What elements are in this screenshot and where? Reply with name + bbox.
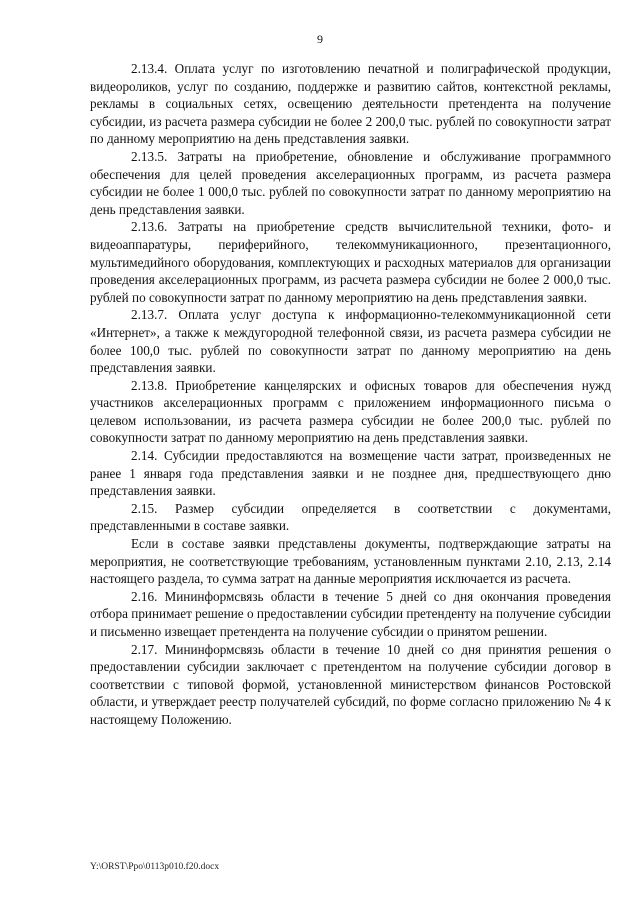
paragraph-2-13-8: 2.13.8. Приобретение канцелярских и офисных товаров для обеспечения нужд участников акселерационных программ с приложением информационного письма о целевом использовании, из расчета размера субсидии не более 200,0 тыс. рублей по совокупности затрат по данному мероприятию на день представления заявки. bbox=[90, 377, 611, 446]
paragraph-2-15-note: Если в составе заявки представлены документы, подтверждающие затраты на мероприятия, не соответствующие требованиям, установленным пунктами 2.10, 2.13, 2.14 настоящего раздела, то сумма затрат на данные мероприятия исключается из расчета. bbox=[90, 536, 611, 587]
paragraph-2-16: 2.16. Мининформсвязь области в течение 5 дней со дня окончания проведения отбора принимает решение о предоставлении субсидии претенденту на получение субсидии и письменно извещает претендента на получение субсидии о принятом решении. bbox=[90, 588, 611, 639]
paragraph-2-13-4: 2.13.4. Оплата услуг по изготовлению печатной и полиграфической продукции, видеороликов, услуг по созданию, поддержке и развитию сайтов, контекстной рекламы, рекламы в социальных сетях, освещению деятельности претендента на получение субсидии, из расчета размера субсидии не более 2 200,0 тыс. рублей по совокупности затрат по данному мероприятию на день представления заявки. bbox=[90, 61, 611, 147]
paragraph-2-13-7: 2.13.7. Оплата услуг доступа к информационно-телекоммуникационной сети «Интернет», а также к междугородной телефонной связи, из расчета размера субсидии не более 100,0 тыс. рублей по совокупности затрат по данному мероприятию на день представления заявки. bbox=[90, 307, 611, 376]
page-number: 9 bbox=[317, 32, 323, 46]
file-path-footer: Y:\ORST\Ppo\0113p010.f20.docx bbox=[90, 862, 220, 872]
paragraph-2-13-6: 2.13.6. Затраты на приобретение средств вычислительной техники, фото- и видеоаппаратуры, периферийного, телекоммуникационного, презентационного, мультимедийного оборудования, комплектующих и расходных материалов для организации проведения акселерационных программ, из расчета размера субсидии не более 2 000,0 тыс. рублей по совокупности затрат по данному мероприятию на день представления заявки. bbox=[90, 219, 611, 305]
paragraph-2-14: 2.14. Субсидии предоставляются на возмещение части затрат, произведенных не ранее 1 января года представления заявки и не позднее дня, предшествующего дню представления заявки. bbox=[90, 448, 611, 499]
document-body bbox=[90, 60, 611, 729]
paragraph-2-13-5: 2.13.5. Затраты на приобретение, обновление и обслуживание программного обеспечения для целей проведения акселерационных программ, из расчета размера субсидии не более 1 000,0 тыс. рублей по совокупности затрат по данному мероприятию на день представления заявки. bbox=[90, 148, 611, 217]
paragraph-2-15: 2.15. Размер субсидии определяется в соответствии с документами, представленными в составе заявки. bbox=[90, 500, 611, 534]
paragraph-2-17: 2.17. Мининформсвязь области в течение 10 дней со дня принятия решения о предоставлении субсидии заключает с претендентом на получение субсидии договор в соответствии с типовой формой, установленной министерством финансов Ростовской области, и утверждает реестр получателей субсидий, по форме согласно приложению № 4 к настоящему Положению. bbox=[90, 641, 611, 727]
